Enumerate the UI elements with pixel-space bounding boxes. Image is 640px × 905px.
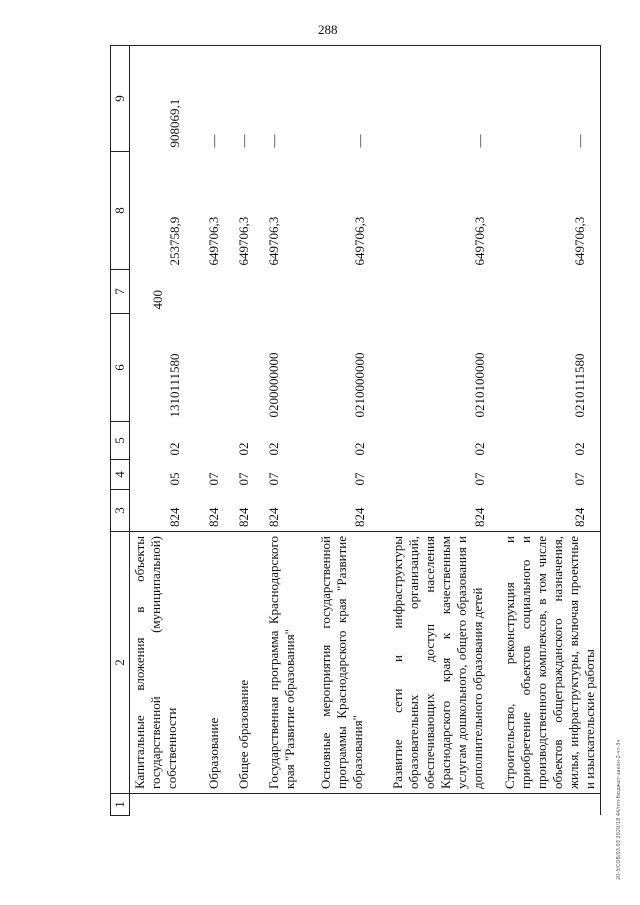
row-code-4: 07 <box>265 472 281 486</box>
row-code-4: 05 <box>167 472 182 486</box>
row-code-4: 07 <box>351 472 367 486</box>
row-code-7 <box>316 270 388 314</box>
row-code-3: 824 <box>167 507 182 527</box>
row-code-4: 07 <box>471 472 487 486</box>
row-blank-cell <box>228 794 260 816</box>
row-amount-8: 253758,9 <box>167 216 182 266</box>
row-code-3: 824 <box>235 507 251 527</box>
row-code-4: 07 <box>235 472 251 486</box>
row-amount-8: 649706,3 <box>235 216 251 266</box>
rotated-table-wrapper <box>110 46 600 816</box>
row-blank-cell <box>130 794 198 816</box>
row-amount-9: — <box>228 46 260 152</box>
row-amount-9: — <box>198 46 228 152</box>
row-code-5: 02 <box>235 442 251 456</box>
table-row <box>228 46 260 816</box>
budget-table <box>110 45 601 816</box>
row-name: Общее образование <box>228 532 260 794</box>
row-code-7 <box>500 270 601 314</box>
row-blank-cell <box>500 794 601 816</box>
row-code-5: 02 <box>471 442 487 456</box>
table-row <box>198 46 228 816</box>
row-code-5: 02 <box>351 442 367 456</box>
row-code-3: 824 <box>500 490 601 532</box>
row-amount-9: 908069,1 <box>130 46 198 152</box>
header-col-3: 3 <box>111 490 130 532</box>
row-amount-9: — <box>316 46 388 152</box>
row-code-6: 1310111580 <box>167 353 182 418</box>
row-name: Развитие сети и инфраструктуры образовательных организаций, обеспечивающих доступ населения Краснодарского края к качественным услугам дошкольного, общего образования и дополнительного образования детей <box>388 532 500 794</box>
row-blank-cell <box>316 794 388 816</box>
header-col-6: 6 <box>111 314 130 422</box>
table-row <box>130 46 198 816</box>
table-row <box>316 46 388 816</box>
row-code-6 <box>198 314 228 422</box>
row-code-7: 400 <box>150 290 165 310</box>
table-row <box>388 46 500 816</box>
row-code-5 <box>198 422 228 460</box>
row-code-7 <box>198 270 228 314</box>
row-amount-8: 649706,3 <box>471 216 487 266</box>
row-name: Капитальные вложения в объекты государственной (муниципальной) собственности <box>130 532 198 794</box>
row-amount-9: — <box>500 46 601 152</box>
row-amount-8: 649706,3 <box>205 216 221 266</box>
row-name: Государственная программа Краснодарского края "Развитие образования" <box>260 532 316 794</box>
row-code-7 <box>388 270 500 314</box>
row-name: Основные мероприятия государственной программы Краснодарского края "Развитие образования" <box>316 532 388 794</box>
row-amount-9: — <box>388 46 500 152</box>
row-code-6: 0210000000 <box>351 352 367 418</box>
row-blank-cell <box>198 794 228 816</box>
row-name: Образование <box>198 532 228 794</box>
footer-stamp: 20-3/СОВ/03.03 2020/18 44/nm-бюджет-закон-2-чт-3ч <box>616 739 622 880</box>
row-amount-8: 649706,3 <box>500 152 601 270</box>
row-name: Строительство, реконструкция и приобретение объектов социального и производственного комплексов, в том числе объектов общегражданского назначения, жилья, инфраструктуры, включая проектные и изыскательские работы <box>500 532 601 794</box>
table-row <box>260 46 316 816</box>
row-code-7 <box>260 270 316 314</box>
header-col-8: 8 <box>111 152 130 270</box>
header-col-1: 1 <box>111 794 130 816</box>
row-blank-cell <box>260 794 316 816</box>
row-code-5: 02 <box>500 422 601 460</box>
row-code-6: 0210100000 <box>471 352 487 418</box>
row-code-3: 824 <box>471 507 487 527</box>
header-col-4: 4 <box>111 460 130 490</box>
row-amount-9: — <box>260 46 316 152</box>
row-code-5: 02 <box>167 442 182 456</box>
header-col-7: 7 <box>111 270 130 314</box>
header-col-9: 9 <box>111 46 130 152</box>
row-amount-8: 649706,3 <box>265 216 281 266</box>
row-code-5: 02 <box>265 442 281 456</box>
row-code-4: 07 <box>500 460 601 490</box>
header-col-5: 5 <box>111 422 130 460</box>
row-amount-8: 649706,3 <box>351 216 367 266</box>
row-code-3: 824 <box>205 507 221 527</box>
header-row <box>111 46 130 816</box>
row-code-6: 0200000000 <box>265 352 281 418</box>
header-col-2: 2 <box>111 532 130 794</box>
row-code-6 <box>228 314 260 422</box>
page-number: 288 <box>318 22 338 37</box>
row-code-3: 824 <box>265 507 281 527</box>
row-code-3: 824 <box>351 507 367 527</box>
table-row <box>500 46 601 816</box>
row-code-4: 07 <box>205 472 221 486</box>
row-code-7 <box>228 270 260 314</box>
row-blank-cell <box>388 794 500 816</box>
row-code-6: 0210111580 <box>500 314 601 422</box>
